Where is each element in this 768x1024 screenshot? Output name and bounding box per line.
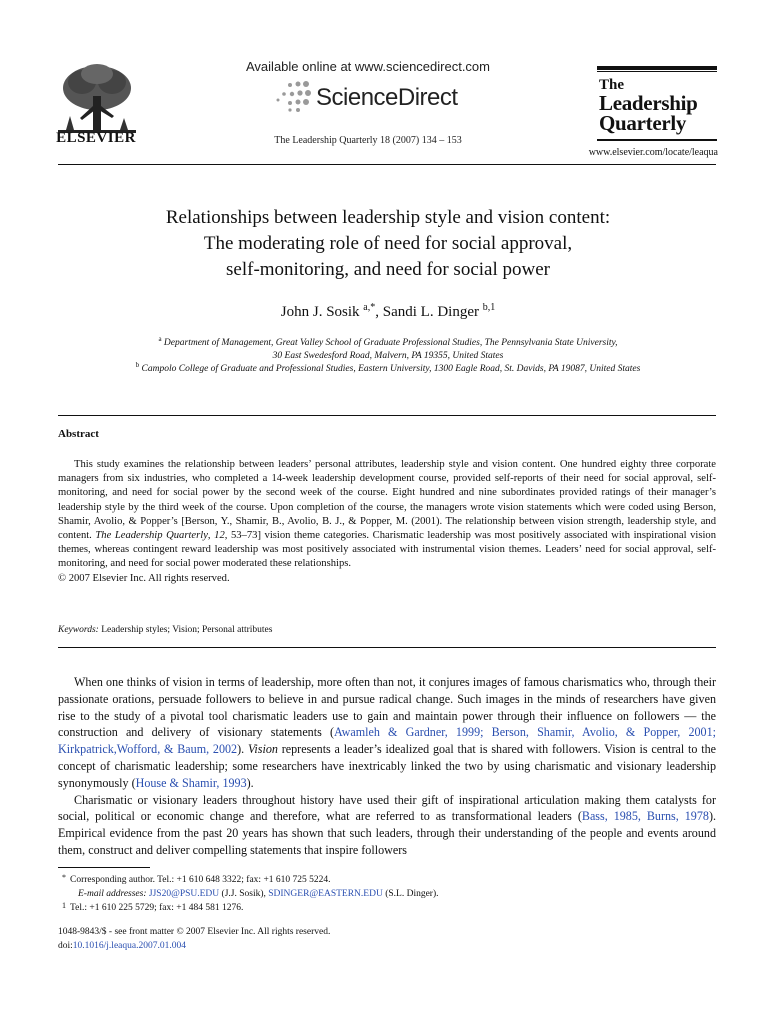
sciencedirect-dots-icon (268, 80, 312, 112)
footnotes (58, 873, 716, 915)
abstract-copyright: © 2007 Elsevier Inc. All rights reserved. (58, 572, 230, 584)
body-paragraph: Charismatic or visionary leaders throughout history have used their gift of inspirational articulation making them catalysts for social, political or economic change and therefore, what are referred to as transformational leaders (Bass, 1985, Burns, 1978). Empirical evidence from the past 20 years has shown that such leaders, through their understanding of the people and events around them, construct and deliver compelling statements that inspire followers (58, 792, 716, 857)
doi-link[interactable]: 10.1016/j.leaqua.2007.01.004 (72, 941, 186, 951)
body-paragraph: When one thinks of vision in terms of leadership, more often than not, it conjures images of famous charismatics who, through their passionate orations, persuade followers to believe in and pursue radical change. Such images in the minds of researchers have given rise to the study of a pivotal tool charismatic leaders use to gain and maintain power through their influence on followers — the construction and delivery of visionary statements (Awamleh & Gardner, 1999; Berson, Shamir, Avolio, & Popper, 2001; Kirkpatrick,Wofford, & Baum, 2002). Vision represents a leader’s idealized goal that is shared with followers. Vision is central to the concept of charismatic leadership; some researchers have inextricably linked the two by using charismatic and visionary leadership synonymously (House & Shamir, 1993). (58, 675, 716, 790)
journal-logo-rule-top (597, 66, 717, 70)
issn-line: 1048-9843/$ - see front matter © 2007 Elsevier Inc. All rights reserved. (58, 927, 331, 937)
citation-link[interactable]: Awamleh & Gardner, 1999; Berson, Shamir, Avolio, & Popper, 2001; Kirkpatrick,Wofford, & Baum, 2002 (58, 725, 716, 757)
abstract-heading: Abstract (58, 428, 99, 440)
keywords (58, 625, 716, 635)
affiliation-text: Campolo College of Graduate and Professional Studies, Eastern University, 1300 Eagle Road, St. Davids, PA 19087, United States (141, 364, 641, 374)
publisher-name: ELSEVIER (56, 130, 136, 146)
footnote-corresponding: * Corresponding author. Tel.: +1 610 648 3322; fax: +1 610 725 5224. (62, 873, 331, 885)
author-affiliation-mark[interactable]: b,1 (482, 302, 496, 313)
front-matter-meta (58, 925, 330, 953)
doi-line: doi:10.1016/j.leaqua.2007.01.004 (58, 941, 186, 951)
affiliation-mark: b (135, 360, 140, 369)
journal-logo-rule-top-thin (597, 71, 717, 72)
title-line: The moderating role of need for social approval, (203, 233, 573, 254)
affiliation-text: Department of Management, Great Valley School of Graduate Professional Studies, The Pennsylvania State University, (163, 338, 618, 348)
affiliation-b (60, 360, 716, 374)
email-link[interactable]: SDINGER@EASTERN.EDU (268, 889, 383, 899)
journal-logo-quarterly: Quarterly (599, 111, 687, 135)
abstract-divider-bottom (58, 647, 716, 648)
author-separator: , (375, 304, 383, 320)
footnote-email: E-mail addresses: JJS20@PSU.EDU (J.J. Sosik), SDINGER@EASTERN.EDU (S.L. Dinger). (78, 889, 439, 899)
elsevier-tree-logo (52, 60, 142, 140)
footnote-divider (58, 867, 150, 868)
article-title (60, 205, 716, 283)
available-online-text[interactable]: Available online at www.sciencedirect.com (246, 59, 490, 74)
title-line: Relationships between leadership style and vision content: (165, 207, 611, 228)
journal-logo-rule-bottom (597, 139, 717, 141)
keywords-label: Keywords: (58, 625, 99, 635)
email-link[interactable]: JJS20@PSU.EDU (148, 889, 220, 899)
author-list (60, 304, 716, 321)
sciencedirect-logo-text: ScienceDirect (316, 84, 458, 111)
affiliation-a (60, 334, 716, 363)
author-affiliation-mark[interactable]: a,* (363, 302, 376, 313)
article-body (58, 674, 716, 859)
title-line: self-monitoring, and need for social power (226, 259, 550, 280)
journal-logo-leadership: Leadership (599, 91, 698, 115)
footnote-mark: * (62, 873, 66, 882)
footnote-mark: 1 (62, 901, 66, 910)
affiliation-mark: a (158, 334, 162, 343)
keywords-text: Leadership styles; Vision; Personal attributes (98, 625, 273, 635)
footnote-1: 1 Tel.: +1 610 225 5729; fax: +1 484 581 1276. (62, 901, 244, 913)
journal-citation: The Leadership Quarterly 18 (2007) 134 – 153 (274, 135, 462, 146)
author-name: John J. Sosik (280, 304, 360, 320)
citation-link[interactable]: Bass, 1985, Burns, 1978 (581, 809, 709, 824)
abstract-paragraph: This study examines the relationship between leaders’ personal attributes, leadership style and vision content. One hundred eighty three corporate managers from six industries, who completed a 14-week leadership development course, provided self-reports of their need for social approval, self-monitoring, and need for social power by the second week of the course. Eight hundred and nine subordinates provided ratings of their manager’s leadership style by the third week of the course. Upon completion of the course, the managers wrote vision statements which were coded using Berson, Shamir, Avolio, & Popper’s [Berson, Y., Shamir, B., Avolio, B. J., & Popper, M. (2001). The relationship between vision strength, leadership style, and content. The Leadership Quarterly, 12, 53–73] vision theme categories. Charismatic leadership was most positively associated with inspirational vision themes, whereas contingent reward leadership was most positively associated with instrumental vision themes. Leaders’ need for social approval, self-monitoring, and need for social power moderated these relationships. (58, 459, 717, 570)
header-divider (58, 164, 716, 165)
journal-url-link[interactable]: www.elsevier.com/locate/leaqua (588, 147, 718, 158)
citation-link[interactable]: House & Shamir, 1993 (135, 775, 247, 790)
abstract-divider-top (58, 415, 716, 416)
author-name: Sandi L. Dinger (382, 304, 479, 320)
journal-logo-the: The (599, 77, 625, 93)
abstract-text (58, 458, 716, 586)
affiliation-text: 30 East Swedesford Road, Malvern, PA 19355, United States (272, 351, 504, 361)
